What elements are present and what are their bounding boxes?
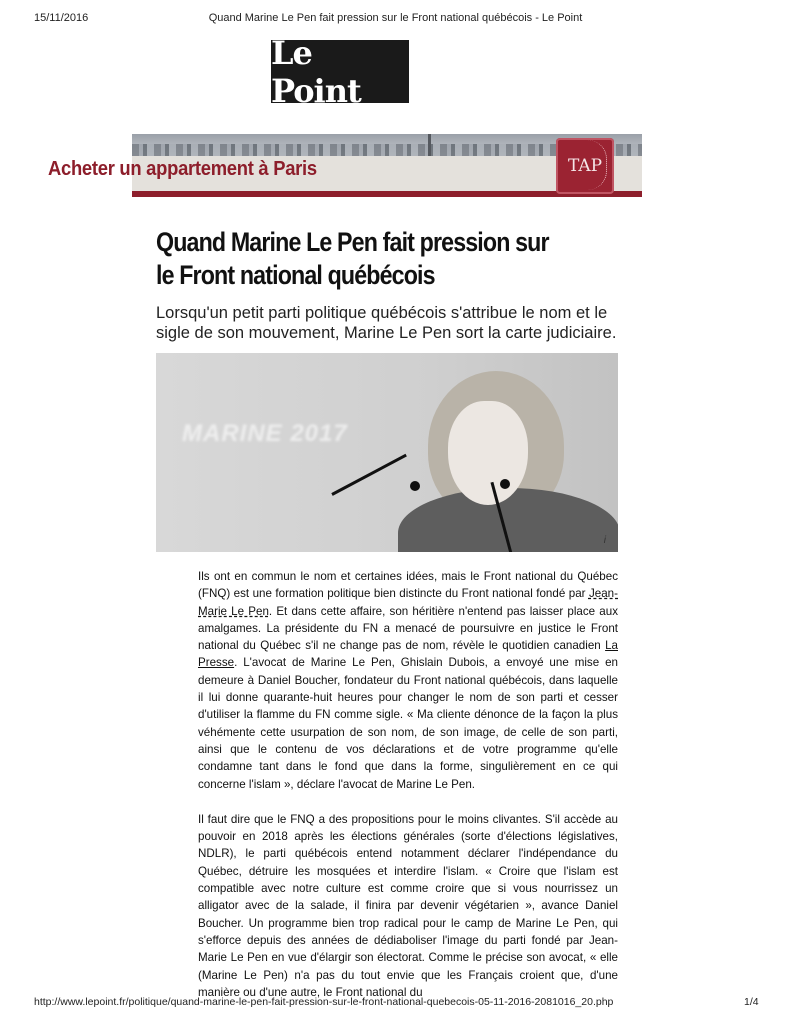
article-subhead: Lorsqu'un petit parti politique québécois s'attribue le nom et le sigle de son mouvement, Marine Le Pen sort la carte judiciaire. bbox=[156, 304, 617, 342]
ad-tower-icon bbox=[428, 134, 431, 156]
link-jean-marie-le-pen[interactable]: Jean-Marie Le Pen bbox=[198, 587, 618, 618]
paragraph-text: . Et dans cette affaire, son héritière n'entend pas laisser place aux amalgames. La présidente du FN a menacé de poursuivre en justice le Front national du Québec s'il ne change pas de nom, révèle le quotidien canadien bbox=[198, 604, 618, 653]
link-la-presse[interactable]: La Presse bbox=[198, 639, 618, 670]
paragraph-text: Ils ont en commun le nom et certaines idées, mais le Front national du Québec (FNQ) est une formation politique bien distincte du Front national fondé par bbox=[198, 570, 618, 601]
photo-slogan: MARINE 2017 bbox=[182, 420, 348, 447]
article-paragraph bbox=[198, 568, 618, 793]
microphone-left bbox=[331, 454, 407, 496]
ad-badge-text: TAP bbox=[567, 156, 603, 176]
photo-subject-face bbox=[448, 401, 528, 505]
print-page-number: 1/4 bbox=[744, 996, 759, 1008]
microphone-right-head bbox=[500, 479, 510, 489]
print-url: http://www.lepoint.fr/politique/quand-marine-le-pen-fait-pression-sur-le-front-national-quebecois-05-11-2016-2081016_20.php bbox=[34, 996, 614, 1008]
print-date: 15/11/2016 bbox=[34, 12, 89, 24]
print-header bbox=[0, 12, 791, 28]
photo-info-icon[interactable]: i bbox=[603, 535, 606, 546]
print-page-title: Quand Marine Le Pen fait pression sur le Front national québécois - Le Point bbox=[208, 12, 583, 24]
article-paragraph: Il faut dire que le FNQ a des propositions pour le moins clivantes. S'il accède au pouvoir en 2018 après les élections générales (sorte d'élections législatives, NDLR), le parti québécois entend notamment déclarer l'indépendance du Québec, détruire les mosquées et interdire l'islam. « Croire que l'islam est compatible avec notre culture est comme croire que si vous nourrissez un alligator avec de la salade, il finira par devenir végétarien », avance Daniel Boucher. Un programme bien trop radical pour le camp de Marine Le Pen, qui s'efforce depuis des années de dédiaboliser l'image du parti fondé par Jean-Marie Le Pen en vue d'élargir son électorat. Comme le précise son avocat, « elle (Marine Le Pen) n'a pas du tout envie que les Français croient que, d'une manière ou d'une autre, le Front national du bbox=[198, 812, 618, 999]
article-body bbox=[198, 568, 618, 1019]
article-photo bbox=[156, 353, 618, 552]
site-logo[interactable] bbox=[271, 33, 409, 110]
paragraph-text: . L'avocat de Marine Le Pen, Ghislain Dubois, a envoyé une mise en demeure à Daniel Boucher, fondateur du Front national québécois, dans laquelle il lui donne quarante-huit heures pour changer le nom de son parti et cesser d'utiliser la flamme du FN comme sigle. « Ma cliente dénonce de la façon la plus véhémente cette usurpation de son nom, de son image, de celle de son parti, ainsi que le contenu de vos déclarations et de votre programme qu'elle condamne tant dans le fond que dans la forme, singulièrement en ce qui concerne l'islam », déclare l'avocat de Marine Le Pen. bbox=[198, 656, 618, 791]
ad-text[interactable]: Acheter un appartement à Paris bbox=[48, 158, 317, 180]
article-headline: Quand Marine Le Pen fait pression sur le Front national québécois bbox=[156, 227, 549, 290]
microphone-left-head bbox=[410, 481, 420, 491]
logo-text: Le Point bbox=[271, 33, 361, 110]
